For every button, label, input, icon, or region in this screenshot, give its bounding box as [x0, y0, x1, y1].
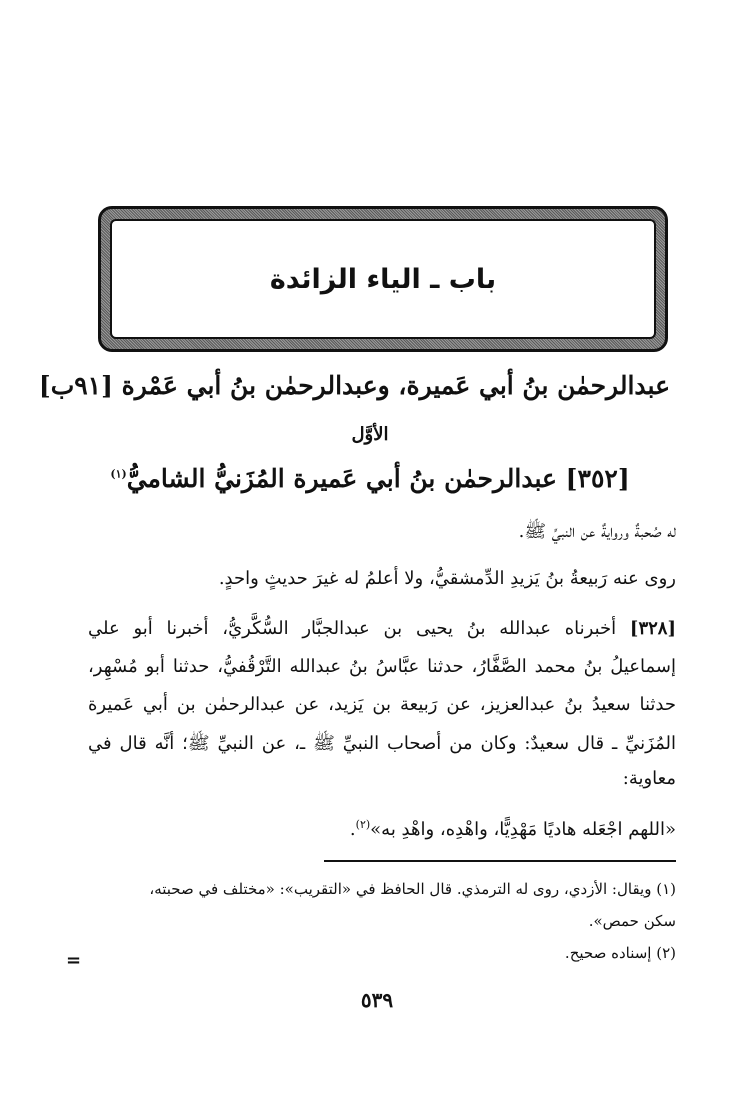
- entry-heading: [70, 464, 670, 493]
- footnote-2: (٢) إسناده صحيح.: [564, 944, 676, 962]
- hadith-quote-ref: (٢): [355, 818, 371, 831]
- hadith-line-1: [88, 618, 676, 639]
- body-line-narrators: روى عنه رَبيعةُ بنُ يَزيدِ الدِّمشقيُّ، ولا أعلمُ له غيرَ حديثٍ واحدٍ.: [218, 568, 676, 589]
- entry-number: [٣٥٢]: [565, 464, 630, 493]
- hadith-line-4: المُزَنيِّ ـ قال سعيدٌ: وكان من أصحاب النبيِّ ﷺ ـ، عن النبيِّ ﷺ؛ أنَّه قال في: [88, 733, 676, 754]
- chapter-title: باب ـ الياء الزائدة: [269, 263, 497, 295]
- hadith-line-3: حدثنا سعيدُ بنُ عبدالعزيز، عن رَبيعة بن يَزيد، عن عبدالرحمٰن بن أبي عَميرة: [88, 694, 676, 715]
- footnote-separator: [324, 860, 676, 862]
- page-number: ٥٣٩: [360, 988, 394, 1012]
- hadith-line-5: معاوية:: [622, 768, 676, 789]
- hadith-line-2: إسماعيلُ بنُ محمد الصَّفَّارُ، حدثنا عبَّاسُ بنُ عبدالله التَّرْقُفيُّ، حدثنا أبو مُسْهِر،: [88, 656, 676, 677]
- chapter-header-inner: [110, 219, 656, 339]
- footnote-1-line-1: (١) ويقال: الأزدي، روى له الترمذي. قال الحافظ في «التقريب»: «مختلف في صحبته،: [149, 880, 676, 898]
- order-label: الأوَّل: [351, 424, 389, 445]
- chapter-header-frame: [98, 206, 668, 352]
- hadith-quote: «اللهم اجْعَله هاديًا مَهْدِيًّا، واهْدِه، واهْدِ به»$^{(٢)}$.: [349, 818, 676, 840]
- entry-name: عبدالرحمٰن بنُ أبي عَميرة المُزَنيُّ الشاميُّ: [126, 464, 557, 493]
- continuation-mark: =: [66, 950, 82, 971]
- body-line-companionship: له صُحبةٌ وروايةٌ عن النبيِّ ﷺ.: [518, 521, 676, 542]
- hadith-quote-text: «اللهم اجْعَله هاديًا مَهْدِيًّا، واهْدِه، واهْدِ به»: [370, 819, 676, 840]
- hadith-line-1-text: أخبرناه عبدالله بنُ يحيى بن عبدالجبَّار السُّكَّريُّ، أخبرنا أبو علي: [88, 618, 617, 639]
- section-heading: عبدالرحمٰن بنُ أبي عَميرة، وعبدالرحمٰن بنُ أبي عَمْرة [٩١ب]: [38, 371, 670, 400]
- entry-footnote-ref: (١): [110, 467, 127, 481]
- hadith-number: [٣٢٨]: [629, 618, 676, 639]
- footnote-1-line-2: سكن حمص».: [588, 912, 676, 930]
